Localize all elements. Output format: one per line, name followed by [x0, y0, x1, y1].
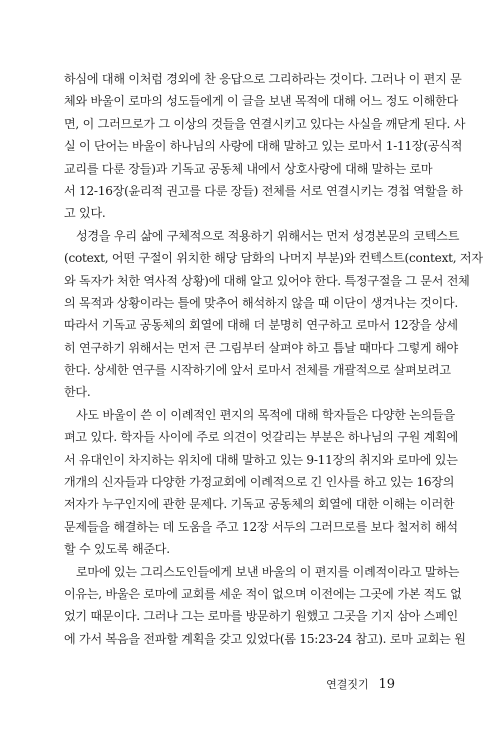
text-line: 문제들을 해결하는 데 도움을 주고 12장 서두의 그러므로를 보다 철저히 해석: [64, 519, 458, 534]
text-line: 실 이 단어는 바울이 하나님의 사랑에 대해 말하고 있는 로마서 1-11장(공식적: [64, 139, 463, 154]
running-title: 연결짓기: [326, 678, 369, 691]
page-footer: [326, 676, 395, 693]
text-line: 따라서 기독교 공동체의 회열에 대해 더 분명히 연구하고 로마서 12장을 상세: [64, 318, 458, 333]
text-line: 성경을 우리 삶에 구체적으로 적용하기 위해서는 먼저 성경본문의 코텍스트: [76, 228, 460, 243]
text-line: 하심에 대해 이처럼 경외에 찬 응답으로 그리하라는 것이다. 그러나 이 편지 문: [64, 72, 462, 86]
text-line: 히 연구하기 위해서는 먼저 큰 그림부터 살펴야 하고 틈날 때마다 그렇게 해야: [64, 340, 458, 355]
text-line: 사도 바울이 쓴 이 이례적인 편지의 목적에 대해 학자들은 다양한 논의들을: [76, 407, 455, 422]
text-line: 서 유대인이 차지하는 위치에 대해 말하고 있는 9-11장의 취지와 로마에 있는: [64, 452, 458, 467]
text-line: 할 수 있도록 해준다.: [64, 542, 170, 557]
text-line: 로마에 있는 그리스도인들에게 보낸 바울의 이 편지를 이례적이라고 말하는: [76, 564, 460, 579]
text-line: 교리를 다룬 장들)과 기독교 공동체 내에서 상호사랑에 대해 말하는 로마: [64, 161, 433, 176]
text-line: 서 12-16장(윤리적 권고를 다룬 장들) 전체를 서로 연결시키는 경첩 역할을 하: [64, 183, 463, 198]
text-line: 었기 때문이다. 그러나 그는 로마를 방문하기 원했고 그곳을 기지 삼아 스페인: [64, 609, 458, 624]
text-line: 면, 이 그러므로가 그 이상의 것들을 연결시키고 있다는 사실을 깨닫게 된다. 사: [64, 116, 466, 131]
text-line: 고 있다.: [64, 206, 106, 221]
text-line: 에 가서 복음을 전파할 계획을 갖고 있었다(롬 15:23-24 참고). 로마 교회는 원: [64, 631, 466, 646]
text-line: 체와 바울이 로마의 성도들에게 이 글을 보낸 목적에 대해 어느 정도 이해한다: [64, 94, 458, 109]
text-line: 펴고 있다. 학자들 사이에 주로 의견이 엇갈리는 부분은 하나님의 구원 계획에: [64, 430, 458, 445]
text-line: 한다. 상세한 연구를 시작하기에 앞서 로마서 전체를 개괄적으로 살펴보려고: [64, 363, 451, 378]
body-text: [64, 68, 483, 650]
text-line: 이유는, 바울은 로마에 교회를 세운 적이 없으며 이전에는 그곳에 가본 적도 없: [64, 586, 462, 601]
text-line: 개개의 신자들과 다양한 가정교회에 이례적으로 긴 인사를 하고 있는 16장의: [64, 475, 455, 490]
text-line: 저자가 누구인지에 관한 문제다. 기독교 공동체의 회열에 대한 이해는 이러한: [64, 497, 455, 512]
text-line: 의 목적과 상황이라는 틀에 맞추어 해석하지 않을 때 이단이 생겨나는 것이다.: [64, 295, 458, 310]
text-line: 한다.: [64, 385, 91, 400]
page-number: 19: [378, 677, 395, 692]
text-line: 와 독자가 처한 역사적 상황)에 대해 알고 있어야 한다. 특정구절을 그 문서 전체: [64, 273, 470, 288]
text-line: (cotext, 어떤 구절이 위치한 해당 담화의 나머지 부분)와 컨텍스트(context, 저자: [64, 251, 483, 266]
